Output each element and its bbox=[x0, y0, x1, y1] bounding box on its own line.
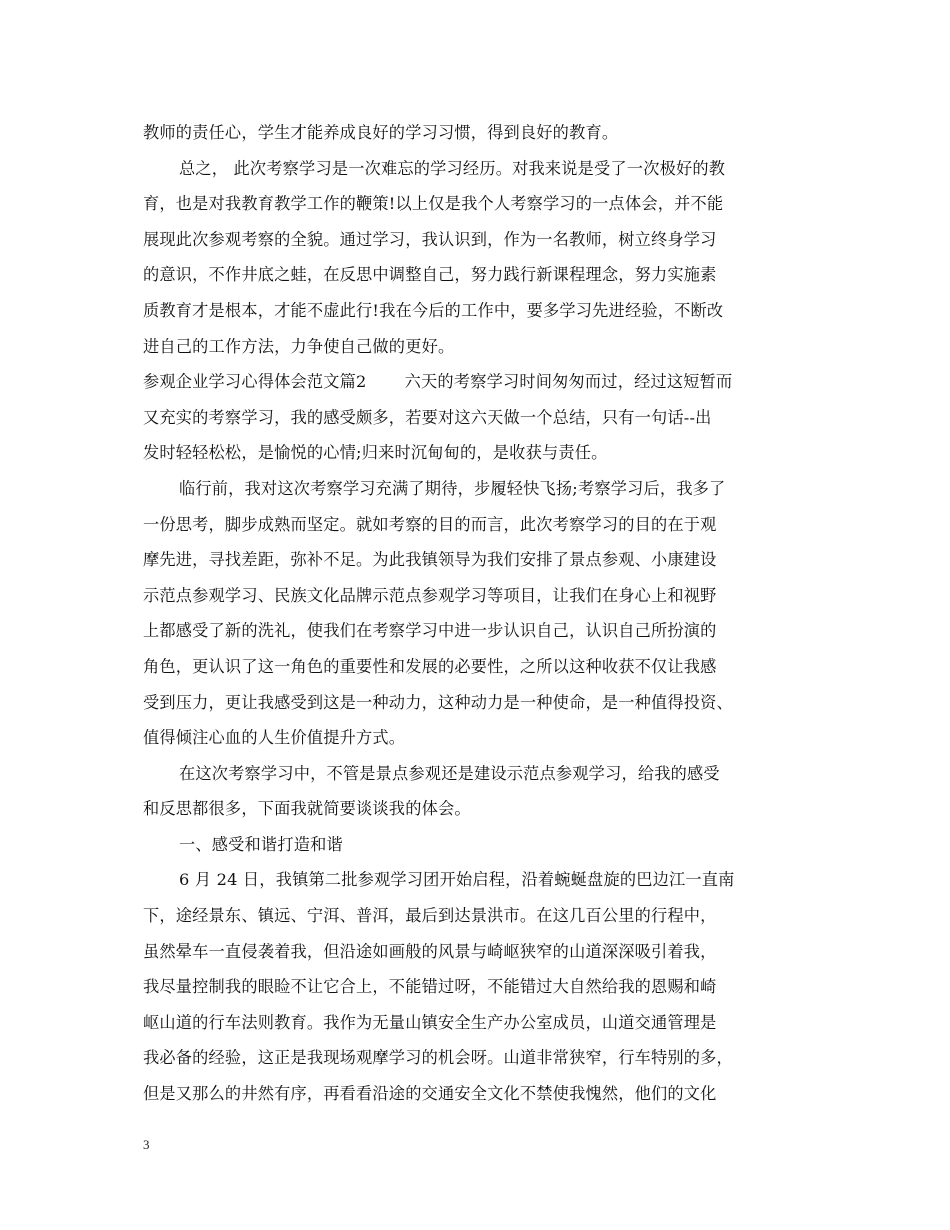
page-number: 3 bbox=[143, 1137, 150, 1152]
text-line: 我尽量控制我的眼睑不让它合上，不能错过呀，不能错过大自然给我的恩赐和崎 bbox=[143, 977, 717, 997]
text-line: 育，也是对我教育教学工作的鞭策!以上仅是我个人考察学习的一点体会，并不能 bbox=[143, 194, 724, 214]
text-line: 在这次考察学习中，不管是景点参观还是建设示范点参观学习，给我的感受 bbox=[179, 763, 720, 783]
text-line: 角色，更认识了这一角色的重要性和发展的必要性，之所以这种收获不仅让我感 bbox=[143, 656, 717, 676]
text-line: 上都感受了新的洗礼，使我们在考察学习中进一步认识自己，认识自己所扮演的 bbox=[143, 621, 717, 641]
text-line: 岖山道的行车法则教育。我作为无量山镇安全生产办公室成员，山道交通管理是 bbox=[143, 1012, 717, 1032]
text-line: 进自己的工作方法，力争使自己做的更好。 bbox=[143, 336, 455, 356]
body-text bbox=[143, 115, 823, 1112]
text-line: 临行前，我对这次考察学习充满了期待，步履轻快飞扬;考察学习后，我多了 bbox=[179, 478, 726, 498]
text-line: 展现此次参观考察的全貌。通过学习，我认识到，作为一名教师，树立终身学习 bbox=[143, 229, 717, 249]
section-heading-line: 参观企业学习心得体会范文篇2 六天的考察学习时间匆匆而过，经过这短暂而 bbox=[143, 372, 733, 392]
text-line: 受到压力，更让我感受到这是一种动力，这种动力是一种使命，是一种值得投资、 bbox=[143, 692, 733, 712]
text-line: 下，途经景东、镇远、宁洱、普洱，最后到达景洪市。在这几百公里的行程中， bbox=[143, 906, 717, 926]
text-line: 总之， 此次考察学习是一次难忘的学习经历。对我来说是受了一次极好的教 bbox=[179, 158, 726, 178]
text-line: 6 月 24 日，我镇第二批参观学习团开始启程，沿着蜿蜒盘旋的巴边江一直南 bbox=[179, 870, 735, 890]
text-line: 值得倾注心血的人生价值提升方式。 bbox=[143, 728, 406, 748]
text-line: 质教育才是根本，才能不虚此行!我在今后的工作中，要多学习先进经验，不断改 bbox=[143, 300, 724, 320]
text-line: 摩先进，寻找差距，弥补不足。为此我镇领导为我们安排了景点参观、小康建设 bbox=[143, 550, 717, 570]
text-line: 但是又那么的井然有序，再看看沿途的交通安全文化不禁使我愧然，他们的文化 bbox=[143, 1084, 717, 1104]
subheading-line: 一、感受和谐打造和谐 bbox=[179, 834, 343, 854]
text-line: 发时轻轻松松，是愉悦的心情;归来时沉甸甸的，是收获与责任。 bbox=[143, 443, 608, 463]
text-line: 示范点参观学习、民族文化品牌示范点参观学习等项目，让我们在身心上和视野 bbox=[143, 585, 717, 605]
text-line: 我必备的经验，这正是我现场观摩学习的机会呀。山道非常狭窄，行车特别的多， bbox=[143, 1048, 733, 1068]
text-line: 虽然晕车一直侵袭着我，但沿途如画般的风景与崎岖狭窄的山道深深吸引着我， bbox=[143, 941, 717, 961]
text-line: 和反思都很多，下面我就简要谈谈我的体会。 bbox=[143, 799, 471, 819]
text-line: 的意识，不作井底之蛙，在反思中调整自己，努力践行新课程理念，努力实施素 bbox=[143, 265, 717, 285]
text-line: 又充实的考察学习，我的感受颇多，若要对这六天做一个总结，只有一句话--出 bbox=[143, 407, 712, 427]
text-line: 教师的责任心，学生才能养成良好的学习习惯，得到良好的教育。 bbox=[143, 123, 619, 142]
text-line: 一份思考，脚步成熟而坚定。就如考察的目的而言，此次考察学习的目的在于观 bbox=[143, 514, 717, 534]
